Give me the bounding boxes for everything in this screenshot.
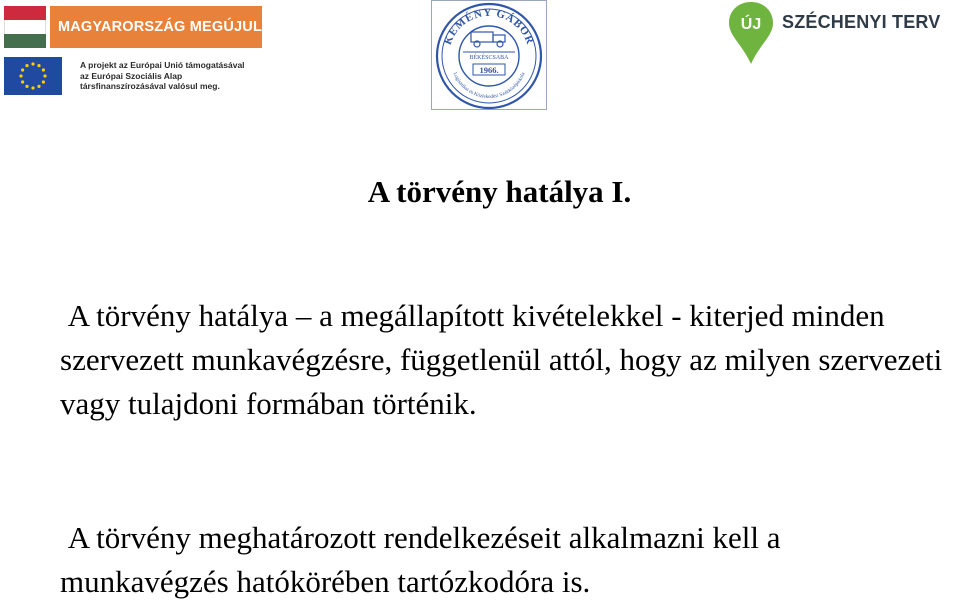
- szechenyi-wordmark: SZÉCHENYI TERV: [782, 12, 941, 32]
- seal-city-text: BÉKÉSCSABA: [469, 55, 509, 61]
- magyarorszag-megujul-logo: [4, 6, 262, 48]
- eu-funding-notice: [4, 56, 266, 96]
- hungarian-flag-icon: [4, 6, 46, 48]
- body-paragraph: A törvény meghatározott rendelkezéseit alkalmazni kell a munkavégzés hatókörében tartózkodóra is.: [60, 520, 789, 599]
- eu-notice-line: társfinanszírozásával valósul meg.: [80, 81, 220, 92]
- eu-notice-line: az Európai Szociális Alap: [80, 70, 183, 81]
- eu-notice-line: A projekt az Európai Unió támogatásával: [80, 60, 245, 71]
- slide-title-wrap: [0, 174, 960, 210]
- school-seal-logo: [431, 0, 547, 110]
- body-paragraph: A törvény hatálya – a megállapított kivételekkel - kiterjed minden szervezett munkavégzésre, függetlenül attól, hogy az milyen szervezeti vagy tulajdoni formában történik.: [60, 298, 951, 421]
- pin-text: ÚJ: [740, 16, 762, 33]
- eu-flag-icon: [4, 57, 62, 95]
- szechenyi-terv-logo: [726, 0, 960, 66]
- seal-bottom-text: Logisztikai és Közlekedési Szakközépiskola: [451, 71, 527, 100]
- seal-year-text: 1966.: [479, 65, 499, 75]
- map-pin-icon: [726, 0, 776, 66]
- magyarorszag-megujul-text: MAGYARORSZÁG MEGÚJUL: [50, 6, 262, 48]
- seal-top-text: KEMÉNY GÁBOR: [441, 6, 537, 47]
- slide-title: A törvény hatálya I.: [367, 174, 632, 209]
